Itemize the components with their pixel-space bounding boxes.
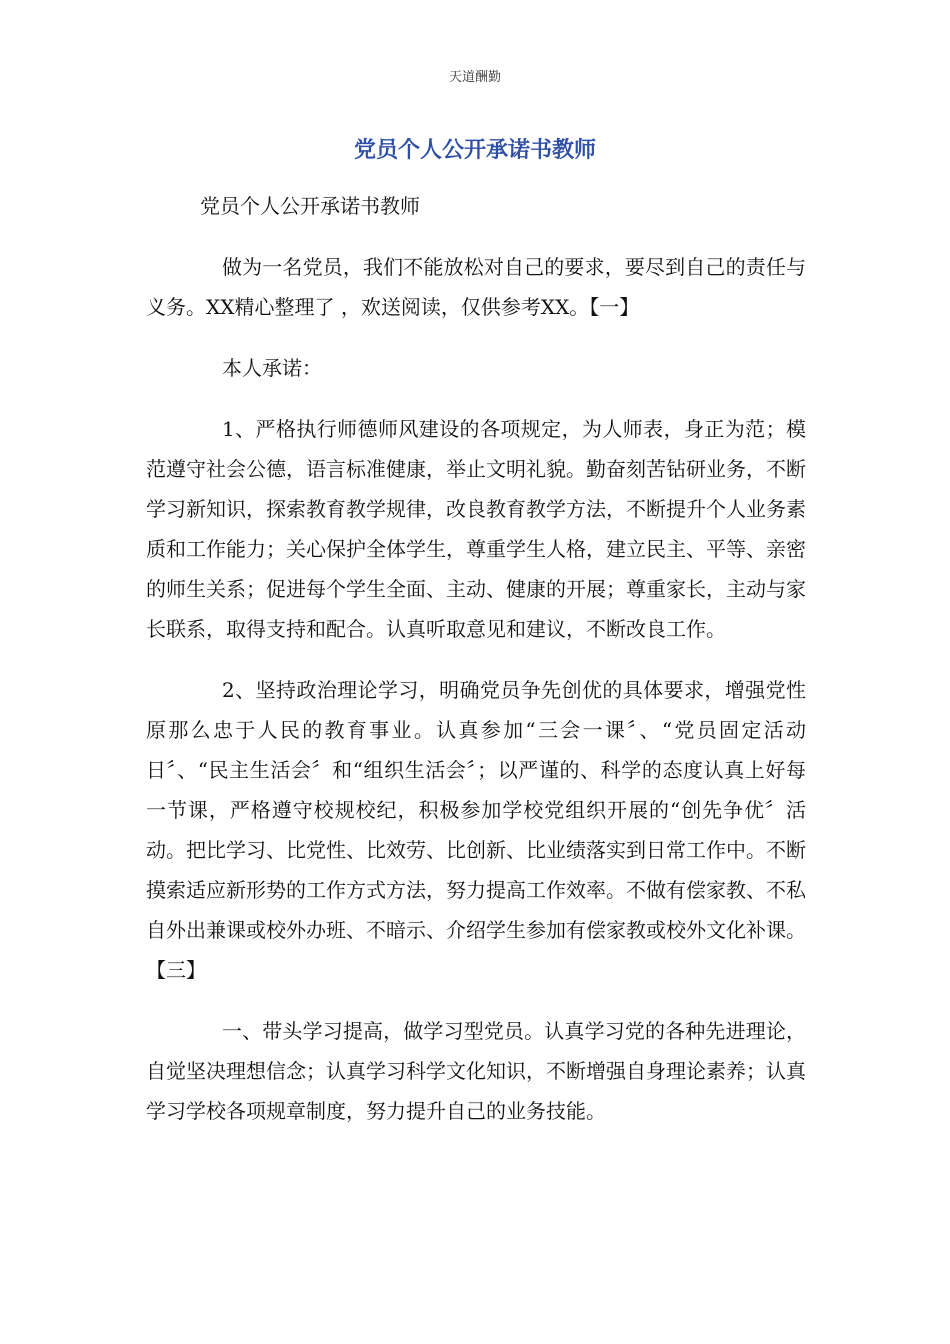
- paragraph-item-2: 2、坚持政治理论学习，明确党员争先创优的具体要求，增强党性原那么忠于人民的教育事业。认真参加“三会一课〞、“党员固定活动日〞、“民主生活会〞和“组织生活会〞；以严谨的、科学的态度认真上好每一节课，严格遵守校规校纪，积极参加学校党组织开展的“创先争优〞活动。把比学习、比党性、比效劳、比创新、比业绩落实到日常工作中。不断摸索适应新形势的工作方式方法，努力提高工作效率。不做有偿家教、不私自外出兼课或校外办班、不暗示、介绍学生参加有偿家教或校外文化补课。【三】: [146, 678, 806, 982]
- paragraph-intro: 做为一名党员，我们不能放松对自己的要求，要尽到自己的责任与义务。XX精心整理了 ，欢送阅读，仅供参考XX。【一】: [146, 255, 806, 319]
- document-subtitle: 党员个人公开承诺书教师: [200, 194, 420, 218]
- document-title: 党员个人公开承诺书教师: [353, 138, 596, 163]
- page-header: 天道酬勤: [448, 70, 501, 85]
- paragraph-section-1: 一、带头学习提高，做学习型党员。认真学习党的各种先进理论，自觉坚决理想信念；认真学习科学文化知识，不断增强自身理论素养；认真学习学校各项规章制度，努力提升自己的业务技能。: [146, 1019, 806, 1123]
- paragraph-commitment-heading: 本人承诺：: [222, 356, 322, 380]
- document-body: [146, 186, 806, 1152]
- paragraph-item-1: 1、严格执行师德师风建设的各项规定，为人师表，身正为范；模范遵守社会公德，语言标准健康，举止文明礼貌。勤奋刻苦钻研业务，不断学习新知识，探索教育教学规律，改良教育教学方法，不断提升个人业务素质和工作能力；关心保护全体学生，尊重学生人格，建立民主、平等、亲密的师生关系；促进每个学生全面、主动、健康的开展；尊重家长，主动与家长联系，取得支持和配合。认真听取意见和建议，不断改良工作。: [146, 417, 806, 641]
